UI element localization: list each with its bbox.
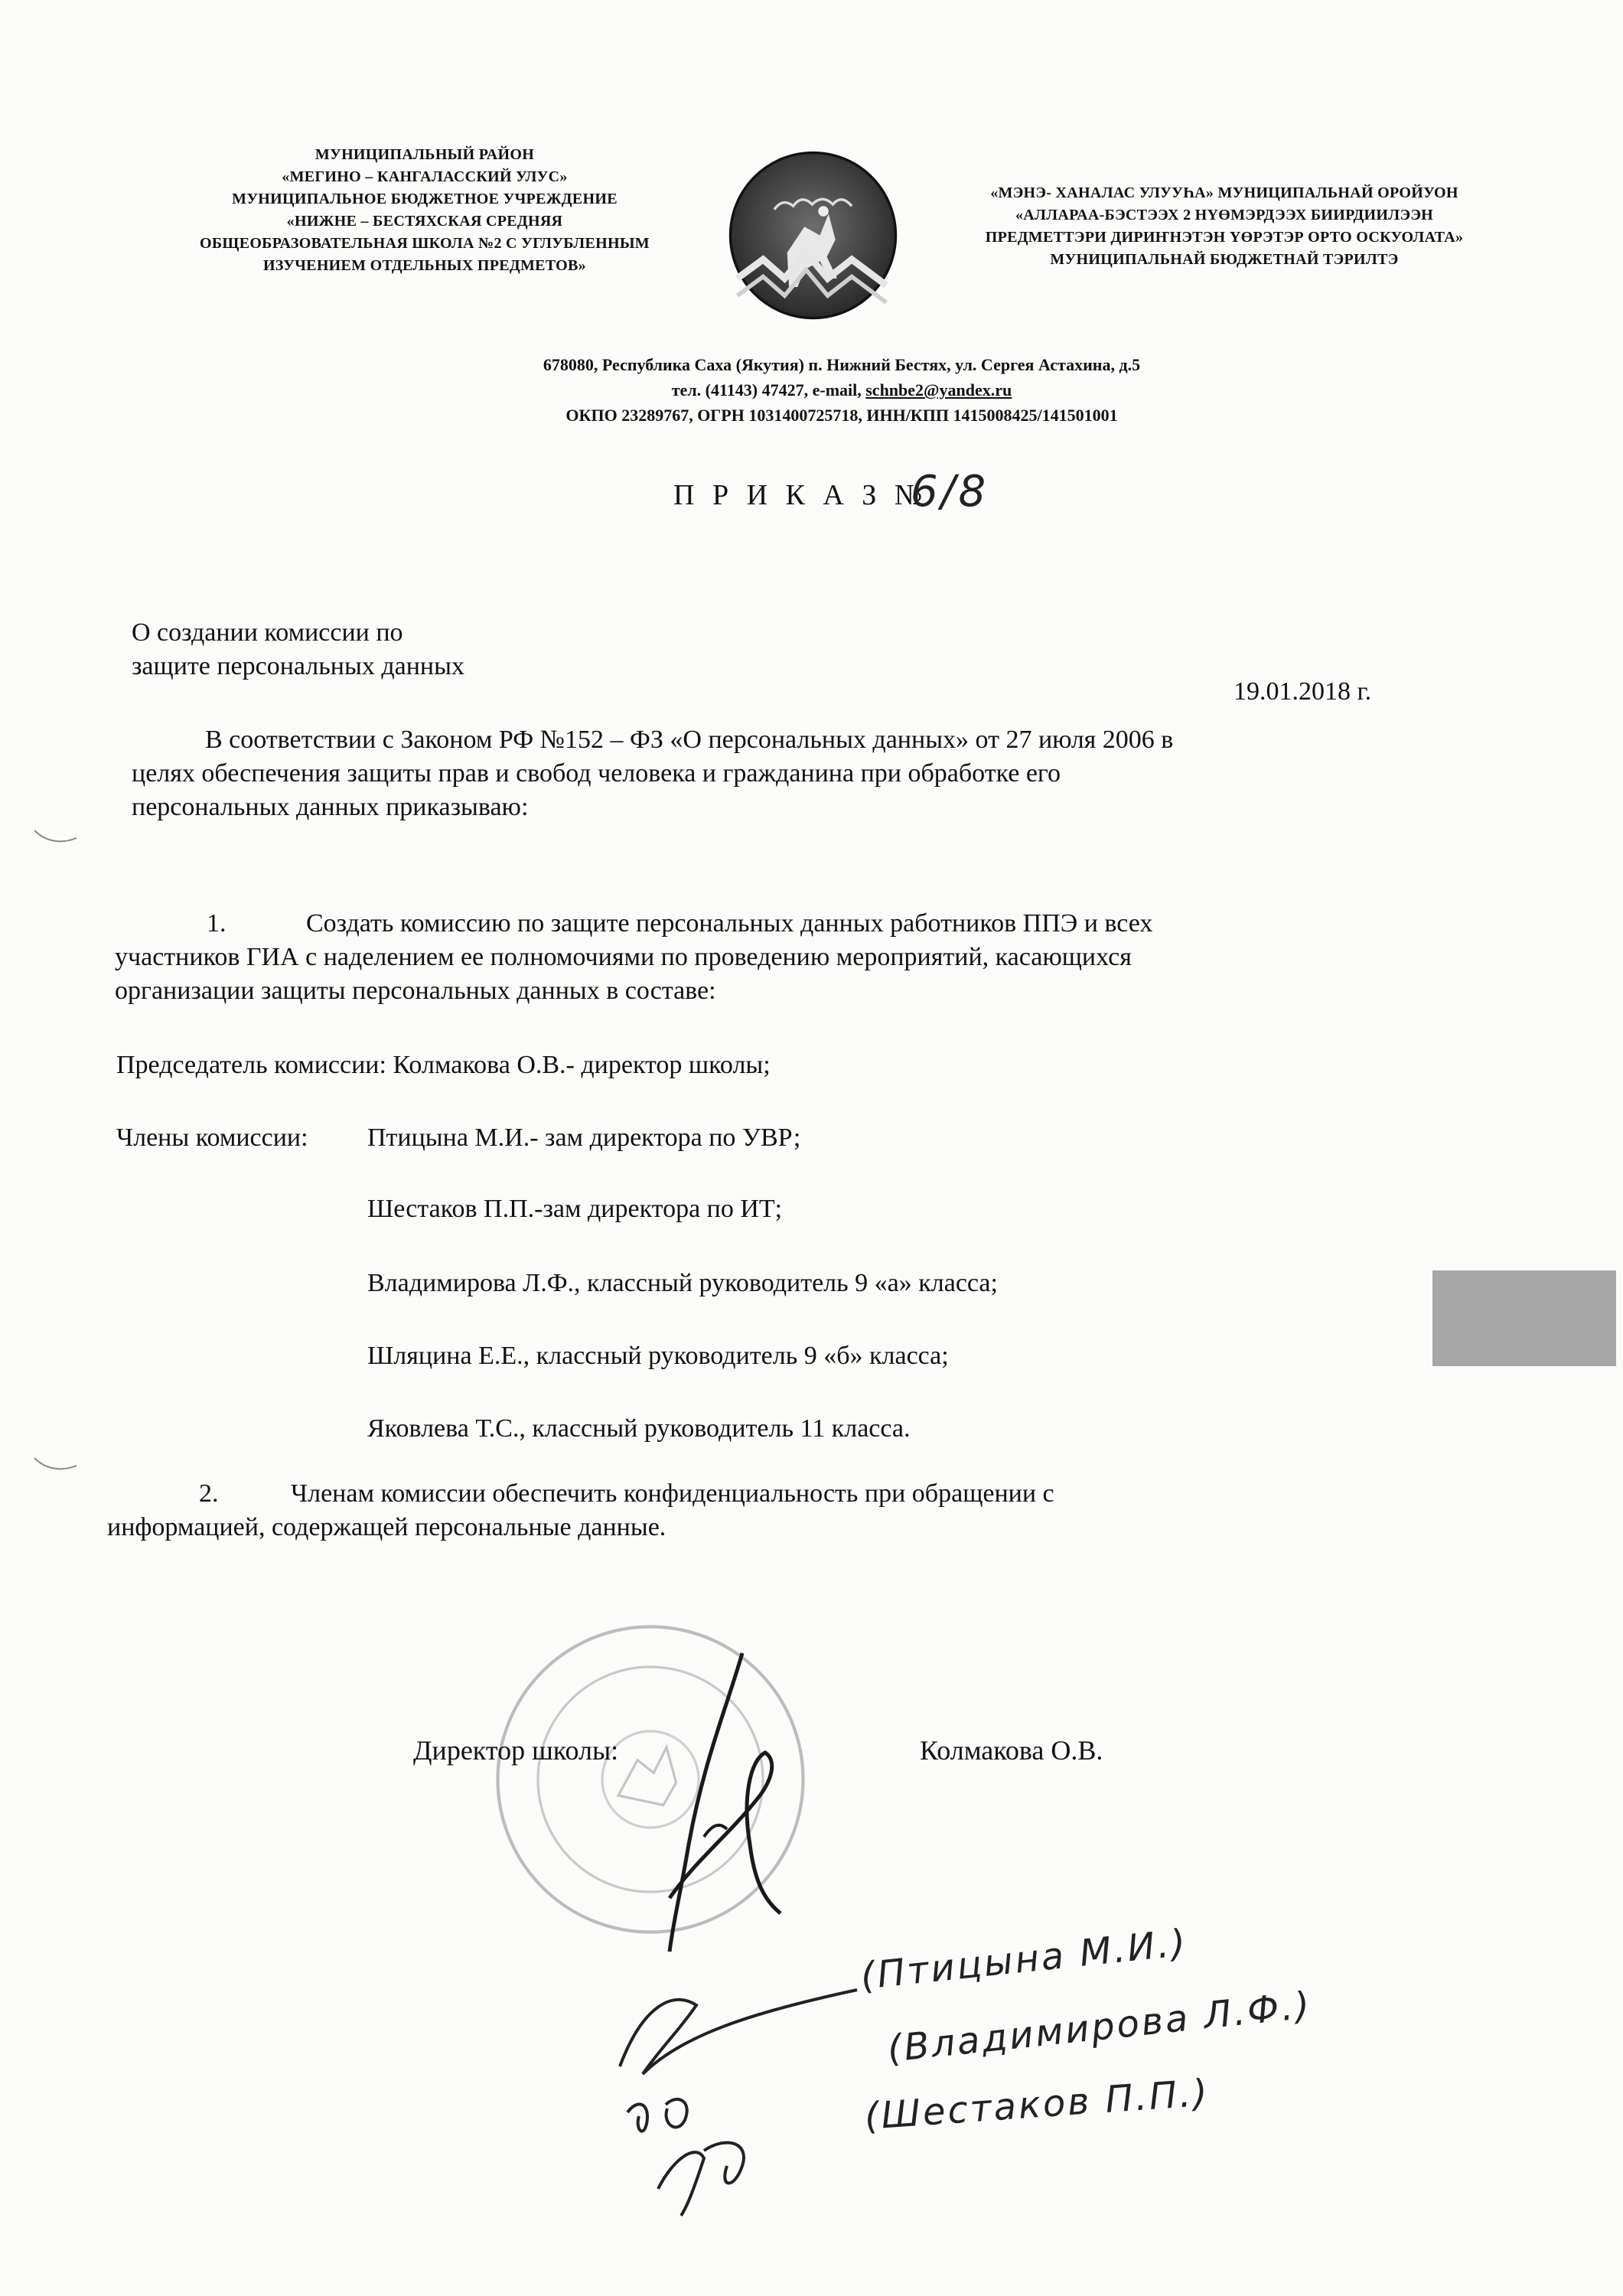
- order-item-1: [115, 907, 1152, 1008]
- intro-paragraph: [132, 723, 1173, 824]
- intro-line: персональных данных приказываю:: [132, 793, 529, 821]
- handwritten-note: (Шестаков П.П.): [863, 2071, 1211, 2138]
- item-number: 2.: [199, 1479, 219, 1508]
- member-item: Птицына М.И.- зам директора по УВР;: [367, 1124, 801, 1152]
- director-name: Колмакова О.В.: [920, 1735, 1103, 1766]
- header-left-line: МУНИЦИПАЛЬНЫЙ РАЙОН: [314, 146, 535, 163]
- order-subject: [132, 616, 464, 683]
- header-left-line: ОБЩЕОБРАЗОВАТЕЛЬНАЯ ШКОЛА №2 С УГЛУБЛЕННЫМ: [200, 235, 650, 252]
- handwritten-note: (Владимирова Л.Ф.): [885, 1983, 1314, 2071]
- director-signature-icon: [597, 1645, 857, 1975]
- subject-line: О создании комиссии по: [132, 618, 403, 647]
- item-line: информацией, содержащей персональные данные.: [107, 1513, 666, 1541]
- member-item: Владимирова Л.Ф., классный руководитель 9 «а» класса;: [367, 1269, 998, 1297]
- item-number: 1.: [207, 909, 227, 938]
- header-left-line: «НИЖНЕ – БЕСТЯХСКАЯ СРЕДНЯЯ: [286, 213, 563, 230]
- member-item: Яковлева Т.С., классный руководитель 11 класса.: [367, 1414, 911, 1443]
- scan-mark-icon: [31, 823, 84, 853]
- header-right-block: [934, 182, 1515, 271]
- header-right-line: ПРЕДМЕТТЭРИ ДИРИҤНЭТЭН ҮӨРЭТЭР ОРТО ОСКУОЛАТА»: [985, 229, 1464, 246]
- order-number: 6/8: [911, 467, 989, 517]
- commission-chairman: Председатель комиссии: Колмакова О.В.- директор школы;: [116, 1051, 771, 1079]
- members-label: Члены комиссии:: [116, 1124, 308, 1152]
- scan-mark-icon: [31, 1450, 84, 1481]
- email-link[interactable]: schnbe2@yandex.ru: [865, 380, 1012, 400]
- phone-text: тел. (41143) 47427, e-mail,: [671, 380, 866, 400]
- item-line: Членам комиссии обеспечить конфиденциальность при обращении с: [291, 1479, 1054, 1508]
- member-item: Шестаков П.П.-зам директора по ИТ;: [367, 1195, 783, 1223]
- subject-line: защите персональных данных: [132, 652, 464, 680]
- header-right-line: «АЛЛАРАА-БЭСТЭЭХ 2 НҮӨМЭРДЭЭХ БИИРДИИЛЭЭН: [1015, 207, 1434, 223]
- header-right-line: МУНИЦИПАЛЬНАЙ БЮДЖЕТНАЙ ТЭРИЛТЭ: [1050, 251, 1399, 268]
- director-title: Директор школы:: [413, 1735, 619, 1766]
- item-line: участников ГИА с наделением ее полномочиями по проведению мероприятий, касающихся: [115, 943, 1132, 971]
- scan-gray-patch: [1432, 1270, 1616, 1366]
- header-left-block: [145, 144, 704, 277]
- contact-line: [429, 377, 1255, 403]
- intro-line: В соответствии с Законом РФ №152 – ФЗ «О персональных данных» от 27 июля 2006 в: [205, 726, 1174, 754]
- item-line: Создать комиссию по защите персональных данных работников ППЭ и всех: [306, 909, 1153, 938]
- item-line: организации защиты персональных данных в составе:: [115, 977, 716, 1005]
- order-title: П Р И К А З №: [673, 479, 928, 511]
- order-date: 19.01.2018 г.: [1234, 677, 1372, 706]
- order-item-2: [107, 1477, 1054, 1544]
- address-block: [429, 352, 1255, 428]
- intro-line: целях обеспечения защиты прав и свобод человека и гражданина при обработке его: [132, 759, 1061, 788]
- codes-line: ОКПО 23289767, ОГРН 1031400725718, ИНН/КПП 1415008425/141501001: [565, 406, 1118, 425]
- header-right-line: «МЭНЭ- ХАНАЛАС УЛУУҺА» МУНИЦИПАЛЬНАЙ ОРОЙУОН: [990, 184, 1458, 201]
- member-initials-icon: [612, 1959, 865, 2219]
- address-line: 678080, Республика Саха (Якутия) п. Нижний Бестях, ул. Сергея Астахина, д.5: [543, 355, 1141, 374]
- header-left-line: МУНИЦИПАЛЬНОЕ БЮДЖЕТНОЕ УЧРЕЖДЕНИЕ: [232, 191, 618, 207]
- header-left-line: «МЕГИНО – КАНГАЛАССКИЙ УЛУС»: [282, 168, 568, 185]
- header-left-line: ИЗУЧЕНИЕМ ОТДЕЛЬНЫХ ПРЕДМЕТОВ»: [263, 257, 586, 274]
- member-item: Шляцина Е.Е., классный руководитель 9 «б» класса;: [367, 1342, 949, 1370]
- emblem-icon: [727, 149, 899, 321]
- handwritten-note: (Птицына М.И.): [859, 1921, 1190, 1998]
